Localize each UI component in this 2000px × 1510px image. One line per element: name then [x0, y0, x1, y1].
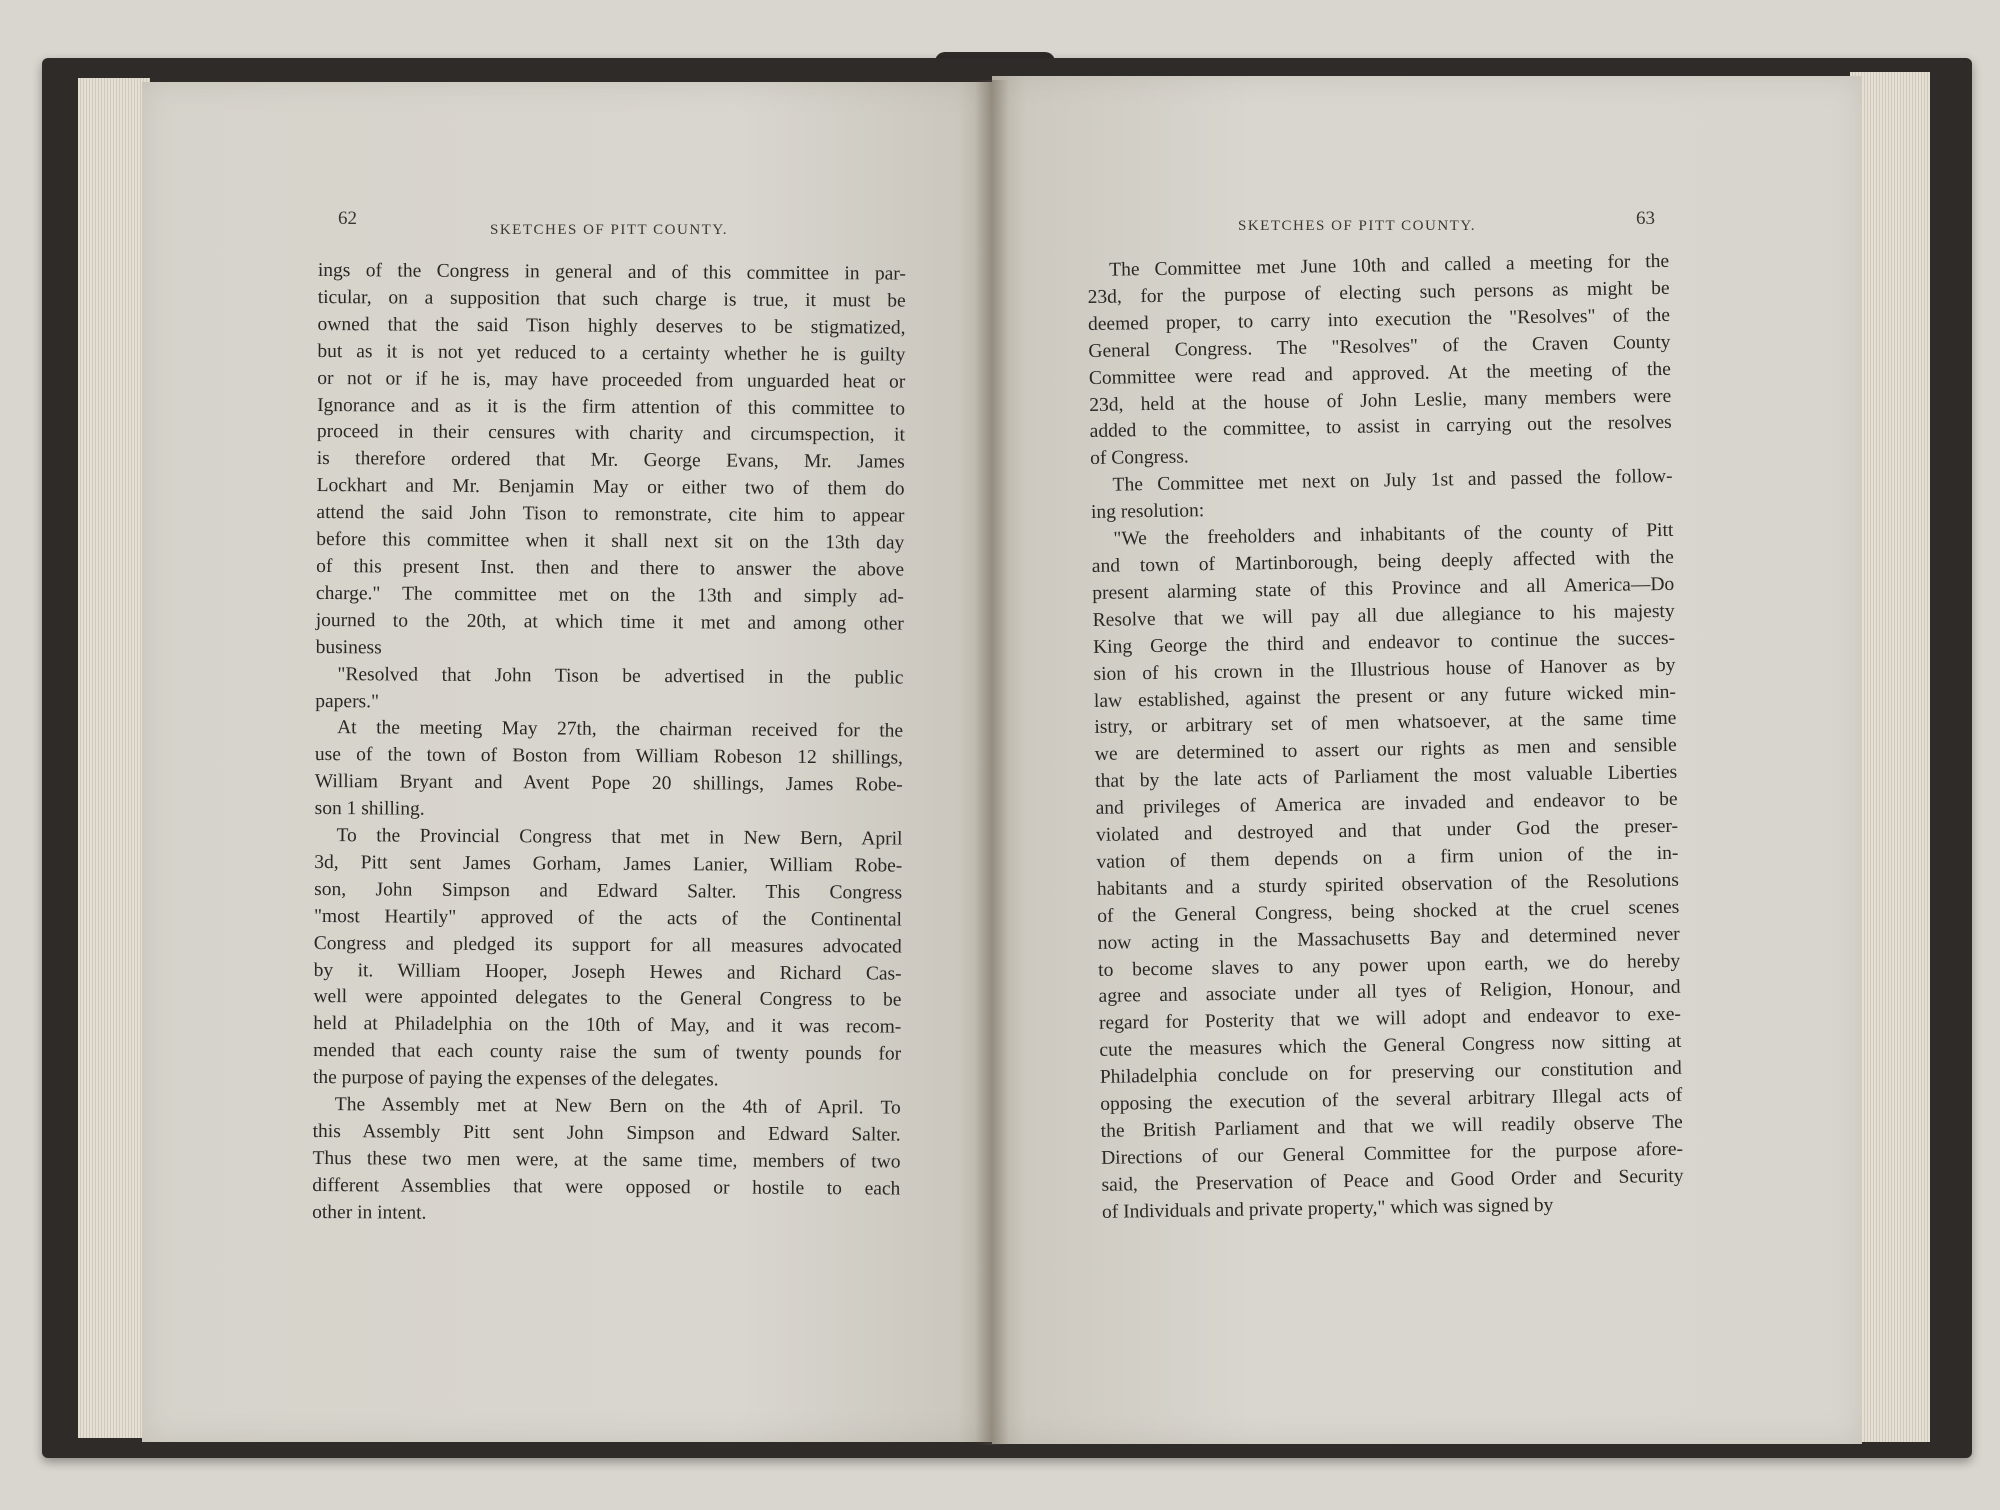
- text-line: to become slaves to any power upon earth, we do hereby: [1098, 950, 1681, 981]
- text-line: owned that the said Tison highly deserves to be stigmatized,: [317, 313, 906, 339]
- text-line: opposing the execution of the several arbitrary Illegal acts of: [1100, 1084, 1683, 1115]
- right-page-body: [1087, 249, 1684, 1227]
- text-line: is therefore ordered that Mr. George Evans, Mr. James: [316, 448, 905, 473]
- text-line: other in intent.: [312, 1201, 427, 1224]
- text-line: son, John Simpson and Edward Salter. This Congress: [314, 878, 903, 904]
- text-line: journed to the 20th, at which time it met and among other: [315, 609, 904, 635]
- text-line: the British Parliament and that we will readily observe The: [1100, 1111, 1683, 1142]
- text-line: William Bryant and Avent Pope 20 shillings, James Robe-: [314, 771, 903, 796]
- text-line: 23d, held at the house of John Leslie, many members were: [1089, 385, 1672, 416]
- text-line: before this committee when it shall next sit on the 13th day: [316, 529, 905, 554]
- text-line: "We the freeholders and inhabitants of the county of Pitt: [1113, 519, 1674, 550]
- text-line: we are determined to assert our rights as men and sensible: [1094, 735, 1677, 766]
- text-line: habitants and a sturdy spirited observation of the Resolutions: [1096, 869, 1680, 900]
- text-line: that by the late acts of Parliament the most valuable Liberties: [1095, 762, 1678, 793]
- text-line: "Resolved that John Tison be advertised in the public: [337, 663, 904, 689]
- text-line: At the meeting May 27th, the chairman received for the: [337, 717, 904, 742]
- text-line: General Congress. The "Resolves" of the Craven County: [1088, 331, 1671, 362]
- text-line: cute the measures which the General Congress now sitting at: [1099, 1031, 1682, 1062]
- text-line: Thus these two men were, at the same time, members of two: [312, 1147, 901, 1173]
- text-line: but as it is not yet reduced to a certainty whether he is guilty: [317, 340, 906, 366]
- text-line: 23d, for the purpose of electing such persons as might be: [1087, 277, 1670, 308]
- text-line: mended that each county raise the sum of twenty pounds for: [313, 1040, 902, 1065]
- text-line: attend the said John Tison to remonstrate, cite him to appear: [316, 502, 905, 527]
- text-line: and town of Martinborough, being deeply affected with the: [1091, 546, 1674, 577]
- text-line: The Assembly met at New Bern on the 4th of April. To: [334, 1094, 901, 1119]
- text-line: deemed proper, to carry into execution the "Resolves" of the: [1087, 304, 1671, 335]
- text-line: or not or if he is, may have proceeded from unguarded heat or: [317, 367, 906, 393]
- text-line: said, the Preservation of Peace and Good Order and Security: [1101, 1165, 1684, 1196]
- text-line: The Committee met next on July 1st and passed the follow-: [1112, 466, 1673, 496]
- text-line: papers.": [315, 690, 380, 712]
- text-line: istry, or arbitrary set of men whatsoever, at the same time: [1094, 708, 1677, 739]
- text-line: Ignorance and as it is the firm attention of this committee to: [317, 394, 906, 420]
- left-page-number: 62: [338, 208, 357, 229]
- text-line: business: [315, 636, 382, 659]
- text-line: different Assemblies that were opposed or hostile to each: [312, 1174, 901, 1200]
- text-line: violated and destroyed and that under God the preser-: [1095, 815, 1679, 846]
- text-line: 3d, Pitt sent James Gorham, James Lanier, William Robe-: [314, 851, 903, 877]
- text-line: present alarming state of this Province and all America—Do: [1092, 573, 1675, 604]
- page-edges-left: [78, 78, 150, 1438]
- text-line: use of the town of Boston from William Robeson 12 shillings,: [314, 744, 904, 769]
- text-line: this Assembly Pitt sent John Simpson and Edward Salter.: [312, 1120, 901, 1146]
- left-running-head: SKETCHES OF PITT COUNTY.: [490, 222, 728, 238]
- text-line: ings of the Congress in general and of this committee in par-: [317, 259, 906, 285]
- text-line: Resolve that we will pay all due allegiance to his majesty: [1092, 600, 1675, 631]
- text-line: Philadelphia conclude on for preserving our constitution and: [1099, 1057, 1682, 1089]
- text-line: Congress and pledged its support for all measures advocated: [313, 932, 902, 958]
- book-gutter: [975, 80, 1009, 1445]
- text-line: and privileges of America are invaded and endeavor to be: [1095, 788, 1678, 820]
- text-line: charge." The committee met on the 13th and simply ad-: [315, 582, 905, 608]
- text-line: held at Philadelphia on the 10th of May, and it was recom-: [313, 1013, 902, 1038]
- text-line: the purpose of paying the expenses of the delegates.: [312, 1067, 719, 1091]
- text-line: son 1 shilling.: [314, 798, 425, 820]
- text-line: added to the committee, to assist in carrying out the resolves: [1089, 412, 1672, 443]
- text-line: regard for Posterity that we will adopt and endeavor to exe-: [1098, 1004, 1682, 1035]
- text-line: To the Provincial Congress that met in New Bern, April: [336, 825, 903, 850]
- text-line: Lockhart and Mr. Benjamin May or either two of them do: [316, 475, 905, 500]
- text-line: now acting in the Massachusetts Bay and determined never: [1097, 923, 1680, 954]
- text-line: of the General Congress, being shocked at the cruel scenes: [1097, 896, 1680, 927]
- right-page-number: 63: [1636, 208, 1655, 229]
- text-line: proceed in their censures with charity and circumspection, it: [316, 421, 905, 447]
- text-line: by it. William Hooper, Joseph Hewes and Richard Cas-: [313, 959, 902, 985]
- text-line: ticular, on a supposition that such charge is true, it must be: [317, 286, 906, 312]
- right-running-head: SKETCHES OF PITT COUNTY.: [1238, 218, 1476, 234]
- text-line: well were appointed delegates to the General Congress to be: [313, 986, 902, 1012]
- text-line: "most Heartily" approved of the acts of the Continental: [313, 905, 903, 931]
- text-line: sion of his crown in the Illustrious house of Hanover as by: [1093, 654, 1676, 685]
- text-line: agree and associate under all tyes of Religion, Honour, and: [1098, 977, 1681, 1008]
- page-edges-right: [1850, 72, 1930, 1442]
- left-page-body: [312, 258, 906, 1230]
- text-line: of Individuals and private property," which was signed by: [1101, 1194, 1554, 1223]
- text-line: Directions of our General Committee for the purpose afore-: [1100, 1138, 1684, 1169]
- text-line: Committee were read and approved. At the meeting of the: [1088, 358, 1671, 389]
- text-line: of Congress.: [1089, 446, 1189, 470]
- text-line: vation of them depends on a firm union of the in-: [1096, 842, 1679, 873]
- text-line: The Committee met June 10th and called a meeting for the: [1109, 250, 1670, 281]
- text-line: of this present Inst. then and there to answer the above: [316, 555, 905, 581]
- text-line: law established, against the present or any future wicked min-: [1093, 681, 1677, 712]
- text-line: King George the third and endeavor to continue the succes-: [1092, 627, 1676, 658]
- text-line: ing resolution:: [1090, 500, 1205, 524]
